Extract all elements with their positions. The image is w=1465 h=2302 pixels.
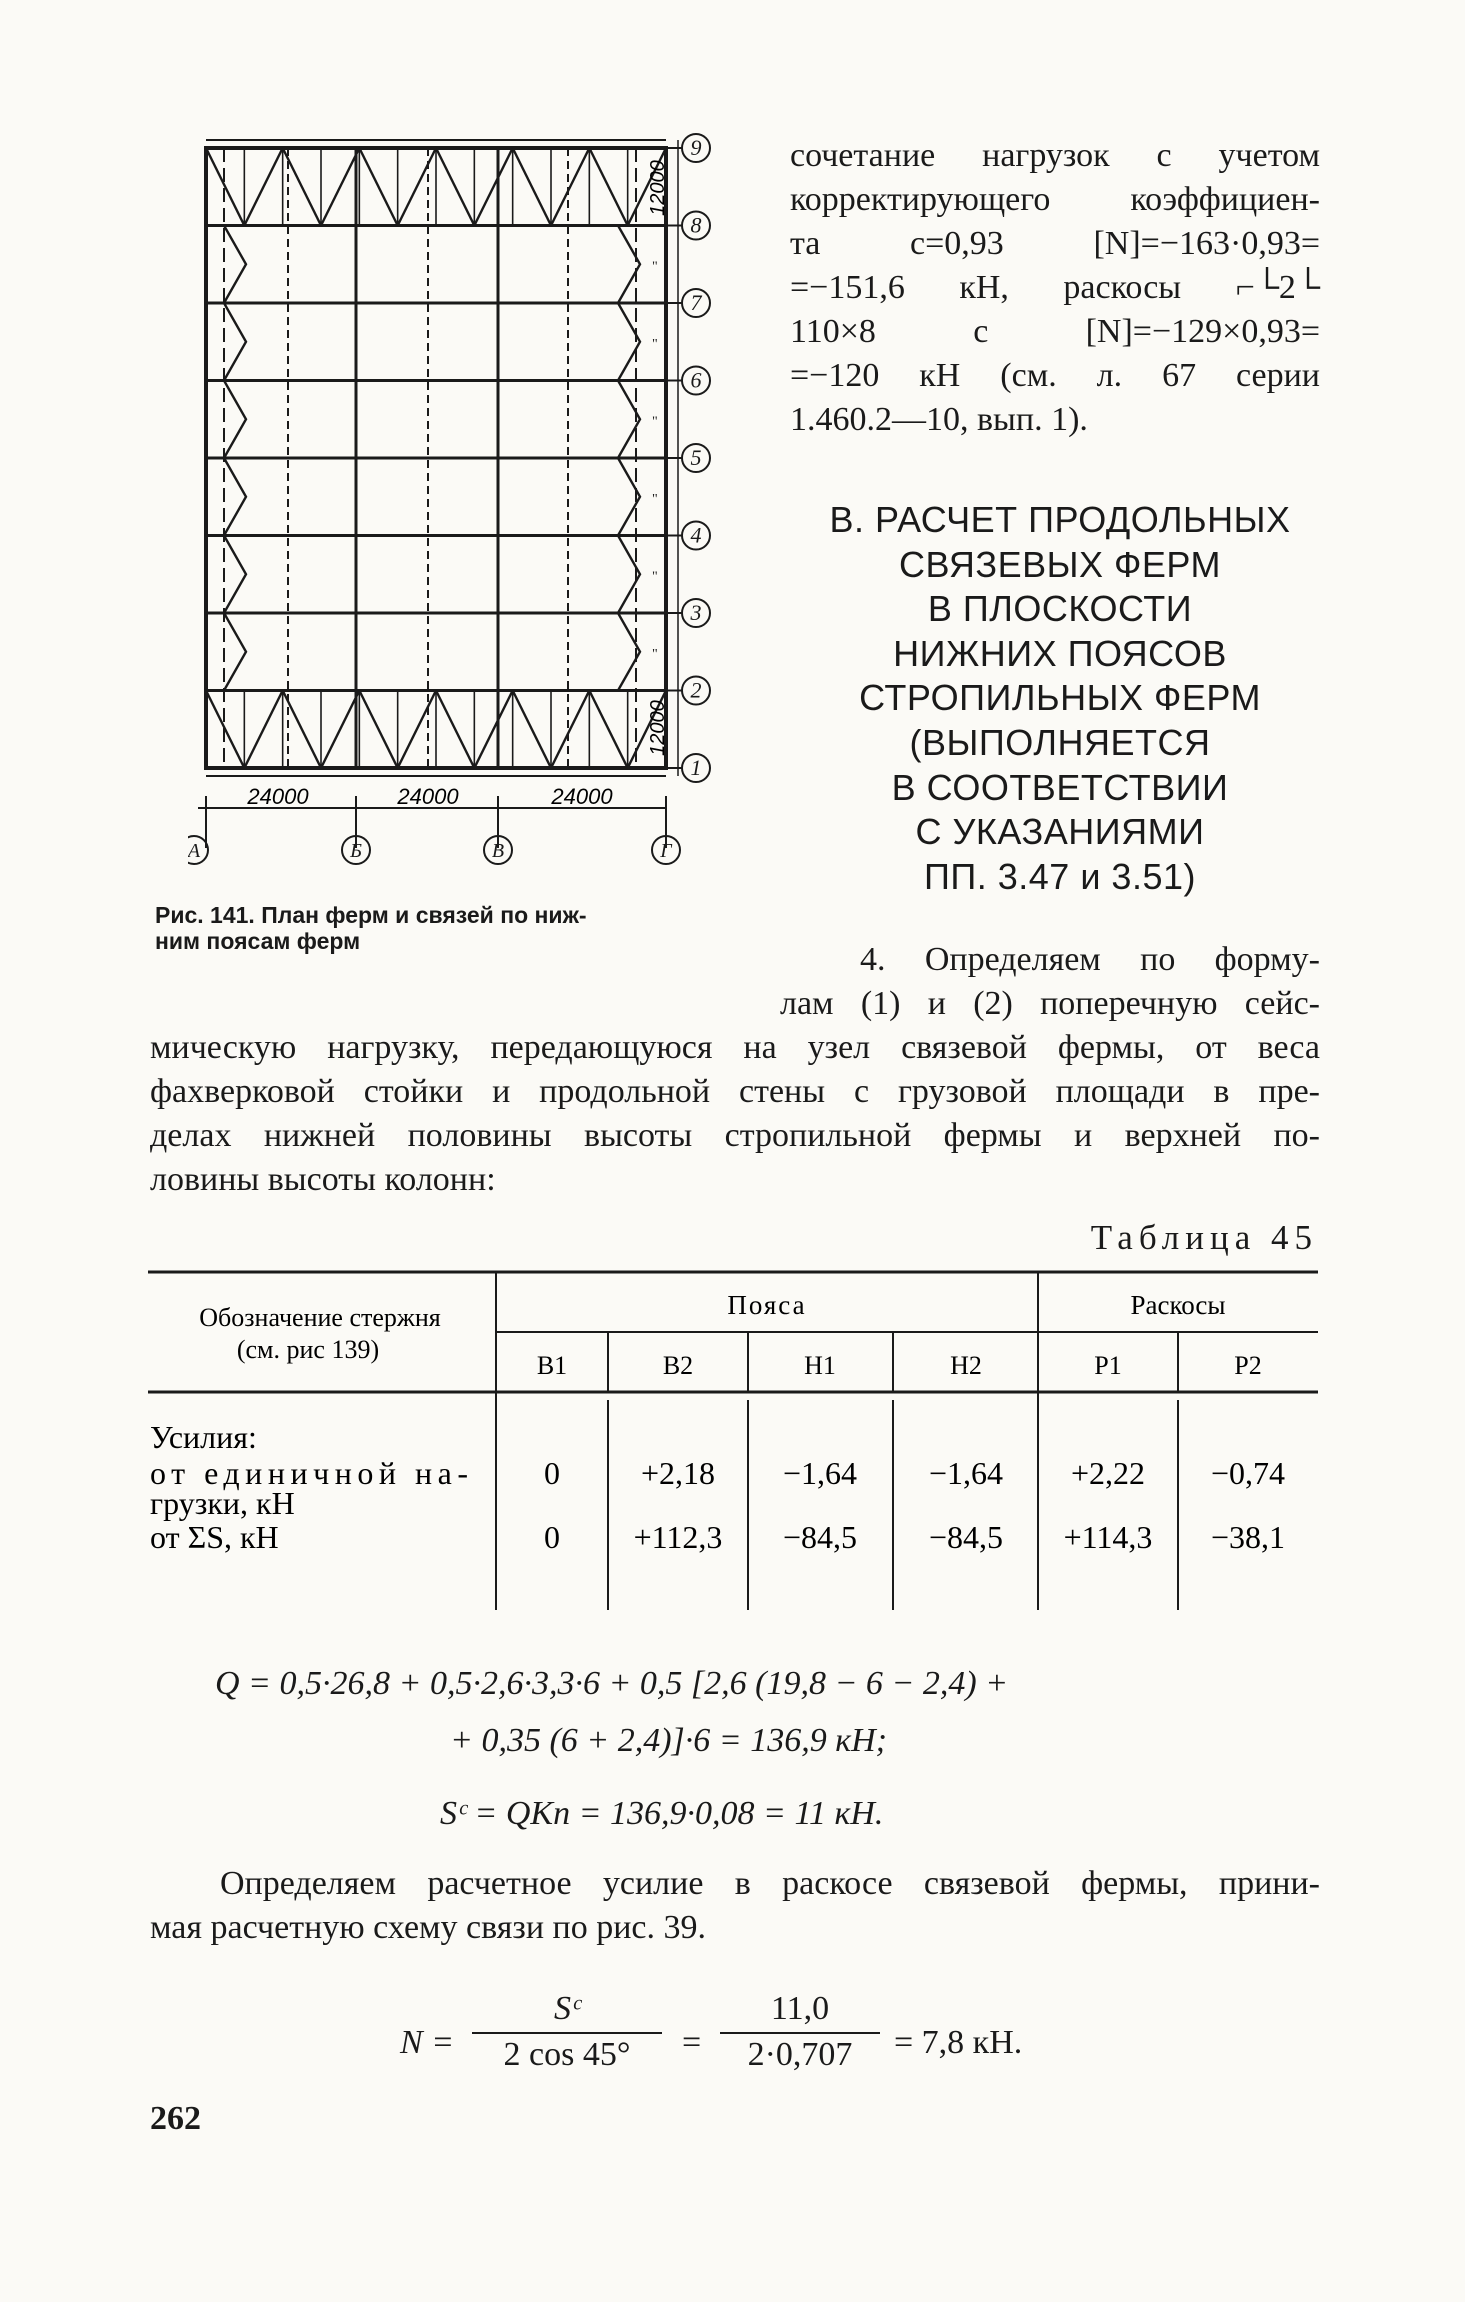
table-col-header: Н1	[804, 1351, 836, 1380]
brace-member	[244, 148, 282, 226]
text-line: Определяем расчетное усилие в раскосе связевой фермы, прини-	[220, 1865, 1320, 1902]
table-cell: 0	[544, 1519, 560, 1555]
brace-member	[321, 148, 359, 226]
header-see-figure: (см. рис 139)	[236, 1335, 380, 1364]
brace-member	[359, 691, 397, 769]
brace-member	[398, 691, 436, 769]
row-label-unit-load-cont: грузки, кН	[150, 1485, 295, 1521]
brace-member	[224, 226, 246, 304]
dim-bottom-1: 24000	[247, 784, 309, 809]
table-cell: +2,22	[1070, 1455, 1146, 1491]
figure-caption-line: Рис. 141. План ферм и связей по ниж-	[155, 902, 587, 928]
svg-text:": "	[652, 336, 658, 352]
brace-member	[224, 381, 246, 459]
brace-member	[321, 691, 359, 769]
fraction-2-bar	[720, 2032, 880, 2034]
fraction-1	[472, 1990, 662, 2074]
brace-member	[436, 148, 474, 226]
heading-line: СВЯЗЕВЫХ ФЕРМ	[899, 543, 1221, 585]
table-cell: −84,5	[928, 1519, 1004, 1555]
dim-bottom-2: 24000	[397, 784, 459, 809]
table-cell: +2,18	[640, 1455, 716, 1491]
table-col-header: Р1	[1094, 1351, 1122, 1380]
text-line: =−120 кН (см. л. 67 серии	[790, 357, 1320, 394]
truss-plan-figure	[188, 118, 748, 868]
text-line: делах нижней половины высоты стропильной фермы и верхней по-	[150, 1117, 1320, 1154]
brace-member	[224, 536, 246, 614]
heading-line: В. РАСЧЕТ ПРОДОЛЬНЫХ	[829, 499, 1291, 540]
brace-member	[589, 148, 627, 226]
page-number: 262	[150, 2100, 201, 2137]
col-axis-label: Г	[660, 840, 672, 862]
svg-text:": "	[652, 569, 658, 585]
text-line: ловины высоты колонн:	[150, 1161, 496, 1198]
brace-member	[513, 148, 551, 226]
heading-line: (ВЫПОЛНЯЕТСЯ	[909, 721, 1211, 763]
text-line: 1.460.2—10, вып. 1).	[790, 401, 1088, 438]
fraction-1-bar	[472, 2032, 662, 2034]
brace-member	[224, 458, 246, 536]
fraction-1-denominator: 2 cos 45°	[503, 2036, 631, 2073]
heading-line: НИЖНИХ ПОЯСОВ	[893, 632, 1227, 674]
row-axis-label: 6	[690, 367, 702, 393]
brace-member	[551, 691, 589, 769]
formula-sc: Sᶜ = QKп = 136,9·0,08 = 11 кН.	[440, 1795, 884, 1832]
table-cell: +114,3	[1063, 1519, 1153, 1555]
svg-text:": "	[652, 646, 658, 662]
text-line: 4. Определяем по форму-	[860, 941, 1320, 978]
row-axis-label: 8	[690, 212, 702, 238]
brace-member	[513, 691, 551, 769]
table-col-header: Н2	[950, 1351, 982, 1380]
paragraph-final	[150, 1862, 1320, 1950]
table-cell: 0	[544, 1455, 560, 1491]
brace-member	[224, 303, 246, 381]
dim-bottom-3: 24000	[551, 784, 613, 809]
text-line: =−151,6 кН, раскосы ⌐└2└	[790, 269, 1320, 306]
svg-text:": "	[652, 491, 658, 507]
formula-n-eq: =	[682, 2024, 702, 2061]
right-column-text	[790, 134, 1320, 442]
brace-member	[283, 691, 321, 769]
text-line: 110×8 с [N]=−129×0,93=	[790, 313, 1320, 350]
table-label: Таблица 45	[1090, 1218, 1318, 1257]
heading-line: СТРОПИЛЬНЫХ ФЕРМ	[859, 677, 1261, 719]
table-cell: −84,5	[782, 1519, 858, 1555]
dim-side-bottom: 12000	[647, 700, 669, 756]
row-axis-label: 5	[690, 445, 702, 470]
text-line: та c=0,93 [N]=−163·0,93=	[790, 225, 1320, 262]
paragraph-4-head	[780, 938, 1320, 1026]
text-line: мическую нагрузку, передающуюся на узел связевой фермы, от веса	[150, 1029, 1320, 1066]
row-axis-label: 9	[690, 135, 702, 160]
table-cell: −38,1	[1210, 1519, 1286, 1555]
header-group-belts: Пояса	[727, 1290, 807, 1320]
row-axis-label: 3	[690, 600, 702, 625]
fraction-2-numerator: 11,0	[770, 1990, 830, 2027]
text-line: лам (1) и (2) поперечную сейс-	[780, 985, 1320, 1022]
brace-member	[398, 148, 436, 226]
paragraph-4-body	[150, 1026, 1320, 1202]
brace-member	[224, 613, 246, 691]
table-cell: −1,64	[782, 1455, 858, 1491]
formula-n	[400, 1990, 1120, 2110]
header-rod-designation: Обозначение стержня	[199, 1303, 441, 1332]
table-col-header: Р2	[1234, 1351, 1262, 1380]
text-line: мая расчетную схему связи по рис. 39.	[150, 1909, 707, 1946]
col-axis-label: Б	[350, 840, 362, 862]
brace-member	[474, 148, 512, 226]
text-line: корректирующего коэффициен-	[790, 181, 1320, 218]
row-axis-label: 7	[690, 290, 702, 315]
text-line: фахверковой стойки и продольной стены с грузовой площади в пре-	[150, 1073, 1320, 1110]
brace-member	[206, 148, 244, 226]
formula-q-line2: + 0,35 (6 + 2,4)]·6 = 136,9 кН;	[450, 1722, 887, 1759]
row-label-sum: от ΣS, кН	[150, 1519, 279, 1555]
table-cell: −1,64	[928, 1455, 1004, 1491]
section-heading	[800, 498, 1320, 899]
heading-line: ПП. 3.47 и 3.51)	[924, 855, 1196, 897]
header-group-braces: Раскосы	[1130, 1290, 1226, 1320]
formula-q-line1: Q = 0,5·26,8 + 0,5·2,6·3,3·6 + 0,5 [2,6 (19,8 − 6 − 2,4) +	[215, 1665, 1009, 1702]
formula-n-lhs: N =	[400, 2024, 455, 2061]
row-axis-label: 2	[690, 677, 702, 703]
brace-member	[206, 691, 244, 769]
brace-member	[474, 691, 512, 769]
dim-side-top: 12000	[647, 160, 669, 216]
table-col-header: В2	[662, 1351, 694, 1380]
svg-text:": "	[652, 414, 658, 430]
figure-caption-line: ним поясам ферм	[155, 928, 361, 954]
fraction-2-denominator: 2·0,707	[747, 2036, 853, 2073]
heading-line: В СООТВЕТСТВИИ	[891, 766, 1229, 808]
row-label-forces: Усилия:	[150, 1419, 257, 1455]
row-axis-label: 1	[690, 755, 702, 780]
table-cell: −0,74	[1210, 1455, 1286, 1491]
heading-line: В ПЛОСКОСТИ	[927, 588, 1193, 630]
formula-n-result: = 7,8 кН.	[894, 2024, 1023, 2061]
brace-member	[551, 148, 589, 226]
table-col-header: В1	[536, 1351, 568, 1380]
forces-table	[148, 1270, 1318, 1620]
svg-text:": "	[652, 259, 658, 275]
brace-member	[359, 148, 397, 226]
fraction-2	[720, 1990, 880, 2074]
fraction-1-numerator: Sᶜ	[554, 1990, 580, 2027]
table-cell: +112,3	[633, 1519, 723, 1555]
text-line: сочетание нагрузок с учетом	[790, 137, 1320, 174]
row-axis-label: 4	[690, 522, 702, 548]
figure-caption	[155, 902, 745, 954]
brace-member	[436, 691, 474, 769]
col-axis-label: А	[188, 840, 201, 862]
heading-line: С УКАЗАНИЯМИ	[915, 811, 1205, 853]
brace-member	[589, 691, 627, 769]
col-axis-label: В	[491, 840, 505, 862]
brace-member	[244, 691, 282, 769]
row-label-unit-load: от единичной на-	[150, 1455, 468, 1491]
